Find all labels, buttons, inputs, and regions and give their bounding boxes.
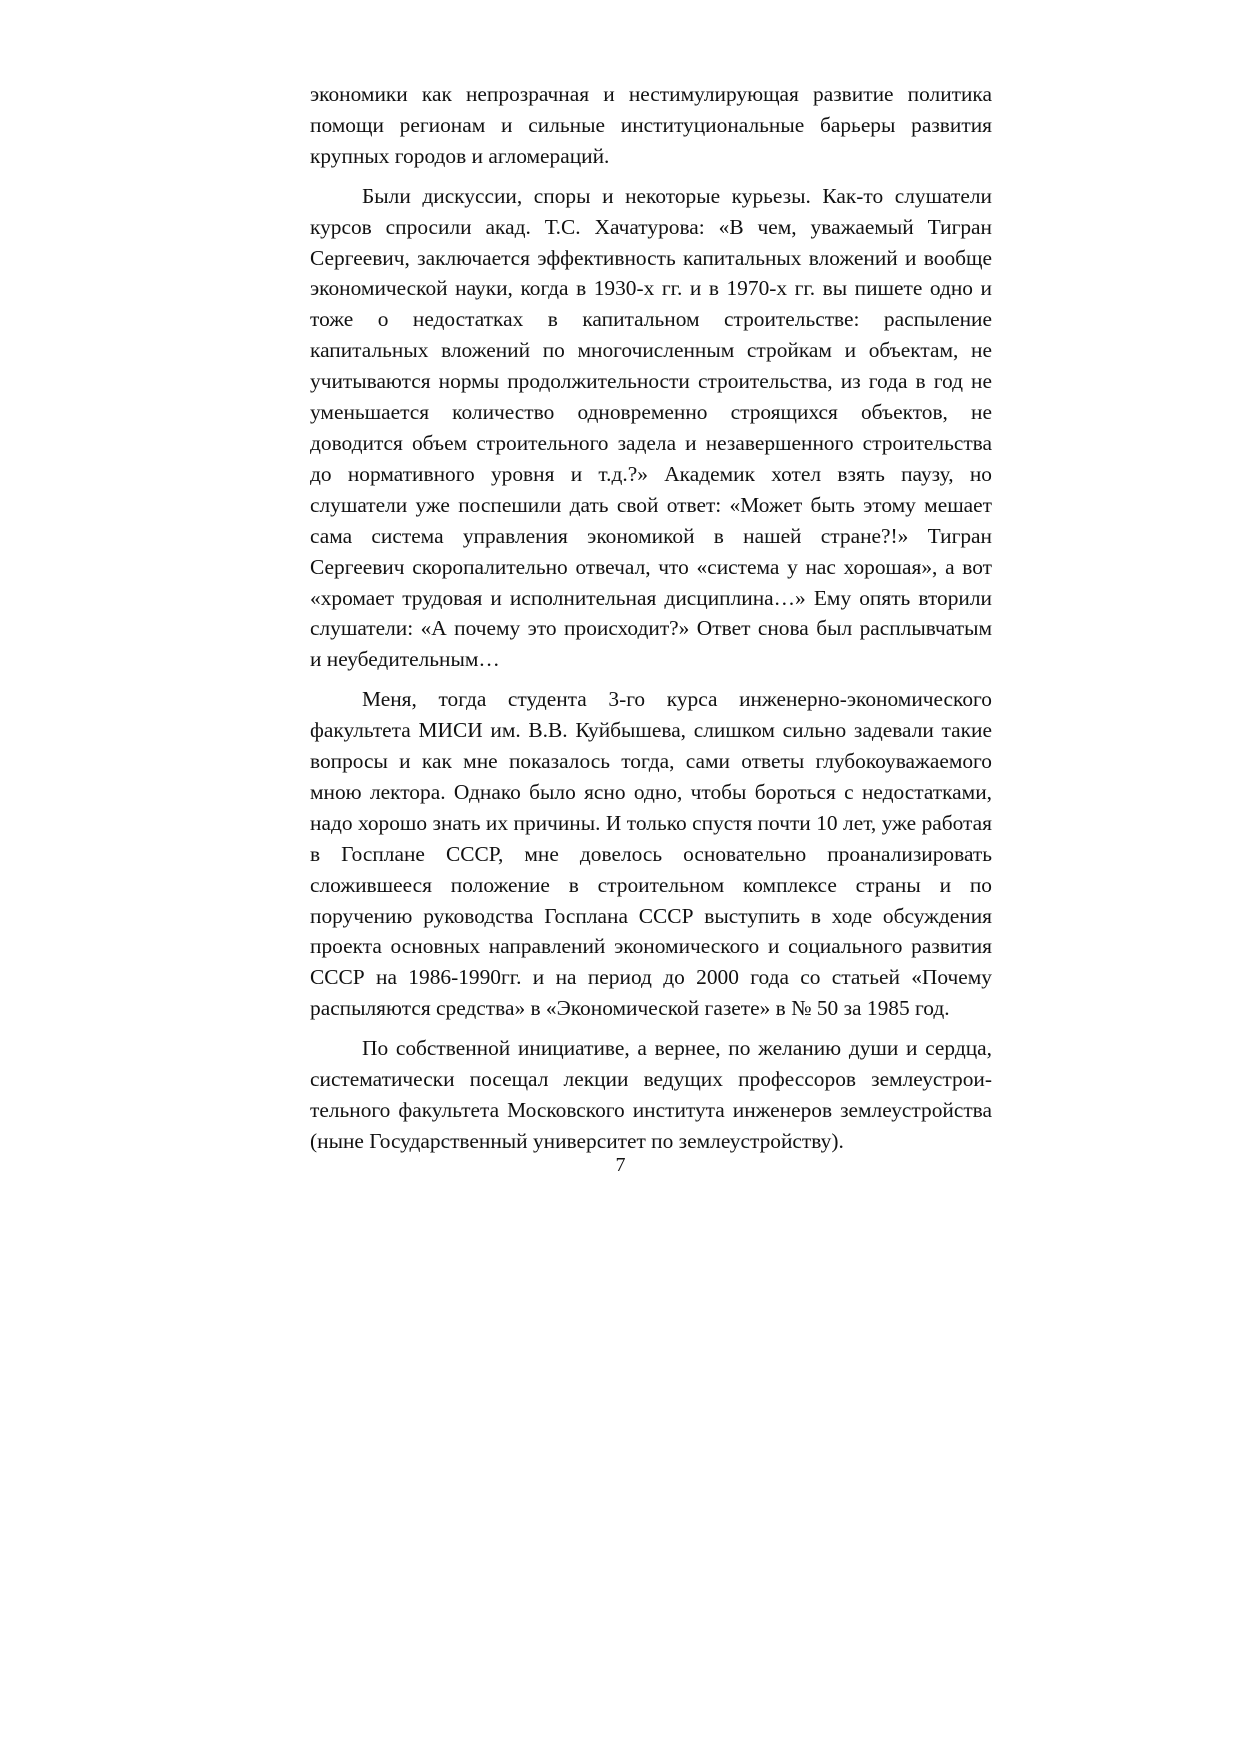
page-body (310, 79, 992, 1166)
paragraph-3: Меня, тогда студента 3-го курса инженерно-экономического факультета МИСИ им. В.В. Куйбышева, слишком сильно задевали такие вопросы и как мне показалось тогда, сами ответы глубокоуважаемого мною лектора. Однако было ясно одно, чтобы бороться с недостатками, надо хорошо знать их причины. И только спустя почти 10 лет, уже работая в Госплане СССР, мне довелось основательно проанализировать сложившееся положение в строительном комплексе страны и по поручению руководства Госплана СССР выступить в ходе обсуждения проекта основных направлений экономического и социального развития СССР на 1986-1990гг. и на период до 2000 года со статьей «Почему распыляются средства» в «Экономической газете» в № 50 за 1985 год. (310, 687, 992, 1021)
paragraph-4: По собственной инициативе, а вернее, по желанию души и сердца, систематически посещал лекции ведущих профессоров землеустроительного факультета Московского института инженеров землеустройства (ныне Государственный университет по землеустройству). (310, 1036, 992, 1153)
page-number: 7 (615, 1154, 626, 1176)
paragraph-1: экономики как непрозрачная и нестимулирующая развитие политика помощи регионам и сильные институциональные барьеры развития крупных городов и агломераций. (310, 82, 992, 168)
paragraph-2: Были дискуссии, споры и некоторые курьезы. Как-то слушатели курсов спросили акад. Т.С. Хачатурова: «В чем, уважаемый Тигран Сергеевич, заключается эффективность капитальных вложений и вообще экономической науки, когда в 1930-х гг. и в 1970-х гг. вы пишете одно и тоже о недостатках в капитальном строительстве: распыление капитальных вложений по многочисленным стройкам и объектам, не учитываются нормы продолжительности строительства, из года в год не уменьшается количество одновременно строящихся объектов, не доводится объем строительного задела и незавершенного строительства до нормативного уровня и т.д.?» Академик хотел взять паузу, но слушатели уже поспешили дать свой ответ: «Может быть этому мешает сама система управления экономикой в нашей стране?!» Тигран Сергеевич скоропалительно отвечал, что «система у нас хорошая», а вот «хромает трудовая и исполнительная дисциплина…» Ему опять вторили слушатели: «А почему это происходит?» Ответ снова был расплывчатым и неубедительным… (310, 183, 992, 672)
